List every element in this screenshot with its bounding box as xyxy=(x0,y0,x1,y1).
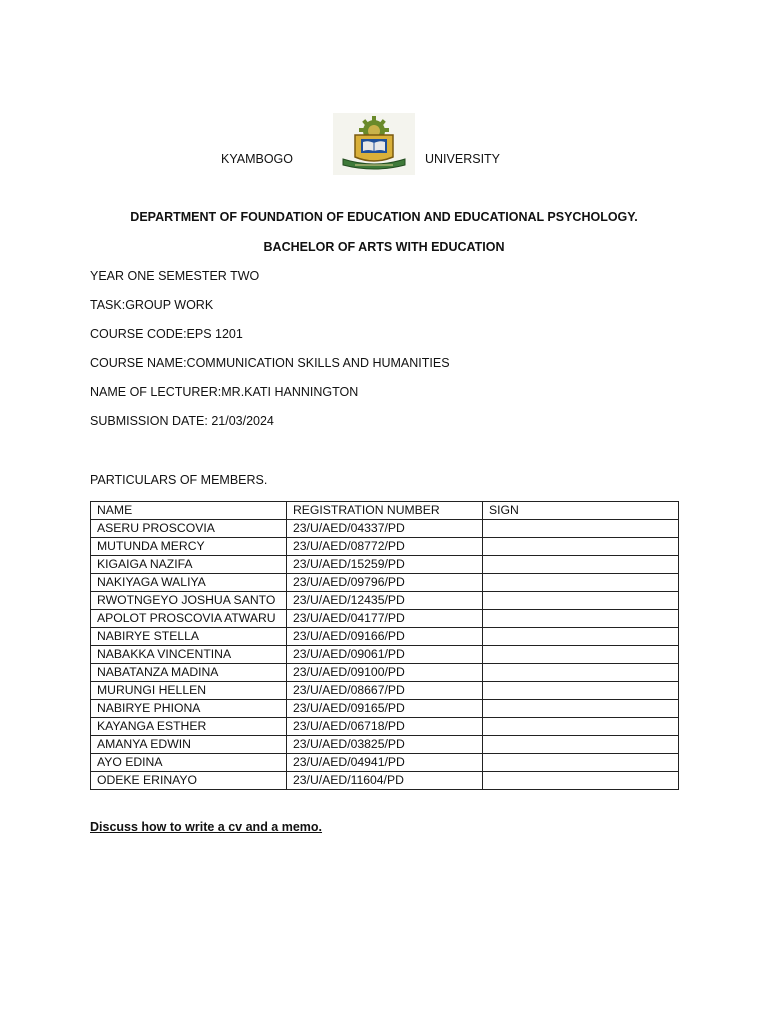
sign-cell xyxy=(483,754,679,772)
registration-number-cell: 23/U/AED/09061/PD xyxy=(287,646,483,664)
registration-number-cell: 23/U/AED/15259/PD xyxy=(287,556,483,574)
member-name-cell: NAKIYAGA WALIYA xyxy=(91,574,287,592)
sign-cell xyxy=(483,736,679,754)
sign-cell xyxy=(483,682,679,700)
members-table xyxy=(90,501,679,790)
sign-cell xyxy=(483,538,679,556)
table-row xyxy=(91,520,679,538)
registration-number-cell: 23/U/AED/12435/PD xyxy=(287,592,483,610)
member-name-cell: MUTUNDA MERCY xyxy=(91,538,287,556)
sign-cell xyxy=(483,700,679,718)
registration-number-cell: 23/U/AED/04177/PD xyxy=(287,610,483,628)
column-header-registration: REGISTRATION NUMBER xyxy=(287,502,483,520)
members-table-body xyxy=(91,520,679,790)
sign-cell xyxy=(483,610,679,628)
registration-number-cell: 23/U/AED/09100/PD xyxy=(287,664,483,682)
member-name-cell: ODEKE ERINAYO xyxy=(91,772,287,790)
header-left-word: KYAMBOGO xyxy=(221,152,294,166)
member-name-cell: RWOTNGEYO JOSHUA SANTO xyxy=(91,592,287,610)
registration-number-cell: 23/U/AED/03825/PD xyxy=(287,736,483,754)
lecturer-line: NAME OF LECTURER:MR.KATI HANNINGTON xyxy=(90,385,359,399)
table-row xyxy=(91,664,679,682)
table-row xyxy=(91,754,679,772)
column-header-sign: SIGN xyxy=(483,502,679,520)
registration-number-cell: 23/U/AED/09166/PD xyxy=(287,628,483,646)
department-title: DEPARTMENT OF FOUNDATION OF EDUCATION AND EDUCATIONAL PSYCHOLOGY. xyxy=(130,210,638,224)
registration-number-cell: 23/U/AED/09165/PD xyxy=(287,700,483,718)
sign-cell xyxy=(483,574,679,592)
table-row xyxy=(91,628,679,646)
table-row xyxy=(91,610,679,628)
member-name-cell: AMANYA EDWIN xyxy=(91,736,287,754)
sign-cell xyxy=(483,628,679,646)
sign-cell xyxy=(483,556,679,574)
sign-cell xyxy=(483,718,679,736)
table-row xyxy=(91,538,679,556)
table-row xyxy=(91,682,679,700)
member-name-cell: KAYANGA ESTHER xyxy=(91,718,287,736)
table-header-row xyxy=(91,502,679,520)
registration-number-cell: 23/U/AED/04337/PD xyxy=(287,520,483,538)
course-code-line: COURSE CODE:EPS 1201 xyxy=(90,327,243,341)
registration-number-cell: 23/U/AED/04941/PD xyxy=(287,754,483,772)
member-name-cell: AYO EDINA xyxy=(91,754,287,772)
member-name-cell: ASERU PROSCOVIA xyxy=(91,520,287,538)
table-row xyxy=(91,718,679,736)
member-name-cell: NABAKKA VINCENTINA xyxy=(91,646,287,664)
member-name-cell: KIGAIGA NAZIFA xyxy=(91,556,287,574)
member-name-cell: MURUNGI HELLEN xyxy=(91,682,287,700)
column-header-name: NAME xyxy=(91,502,287,520)
member-name-cell: APOLOT PROSCOVIA ATWARU xyxy=(91,610,287,628)
table-row xyxy=(91,556,679,574)
task-line: TASK:GROUP WORK xyxy=(90,298,214,312)
registration-number-cell: 23/U/AED/06718/PD xyxy=(287,718,483,736)
table-row xyxy=(91,736,679,754)
registration-number-cell: 23/U/AED/09796/PD xyxy=(287,574,483,592)
sign-cell xyxy=(483,664,679,682)
registration-number-cell: 23/U/AED/11604/PD xyxy=(287,772,483,790)
sign-cell xyxy=(483,772,679,790)
member-name-cell: NABATANZA MADINA xyxy=(91,664,287,682)
members-heading: PARTICULARS OF MEMBERS. xyxy=(90,473,268,487)
sign-cell xyxy=(483,592,679,610)
sign-cell xyxy=(483,646,679,664)
programme-title: BACHELOR OF ARTS WITH EDUCATION xyxy=(263,240,505,254)
shield-emblem xyxy=(355,135,393,161)
table-row xyxy=(91,772,679,790)
header-right-word: UNIVERSITY xyxy=(425,152,501,166)
year-line: YEAR ONE SEMESTER TWO xyxy=(90,269,260,283)
table-row xyxy=(91,700,679,718)
submission-date-line: SUBMISSION DATE: 21/03/2024 xyxy=(90,414,274,428)
table-row xyxy=(91,592,679,610)
member-name-cell: NABIRYE STELLA xyxy=(91,628,287,646)
registration-number-cell: 23/U/AED/08667/PD xyxy=(287,682,483,700)
course-name-line: COURSE NAME:COMMUNICATION SKILLS AND HUMANITIES xyxy=(90,356,450,370)
table-row xyxy=(91,646,679,664)
university-crest-icon xyxy=(333,113,415,175)
sign-cell xyxy=(483,520,679,538)
member-name-cell: NABIRYE PHIONA xyxy=(91,700,287,718)
table-row xyxy=(91,574,679,592)
registration-number-cell: 23/U/AED/08772/PD xyxy=(287,538,483,556)
task-statement: Discuss how to write a cv and a memo. xyxy=(90,820,323,834)
